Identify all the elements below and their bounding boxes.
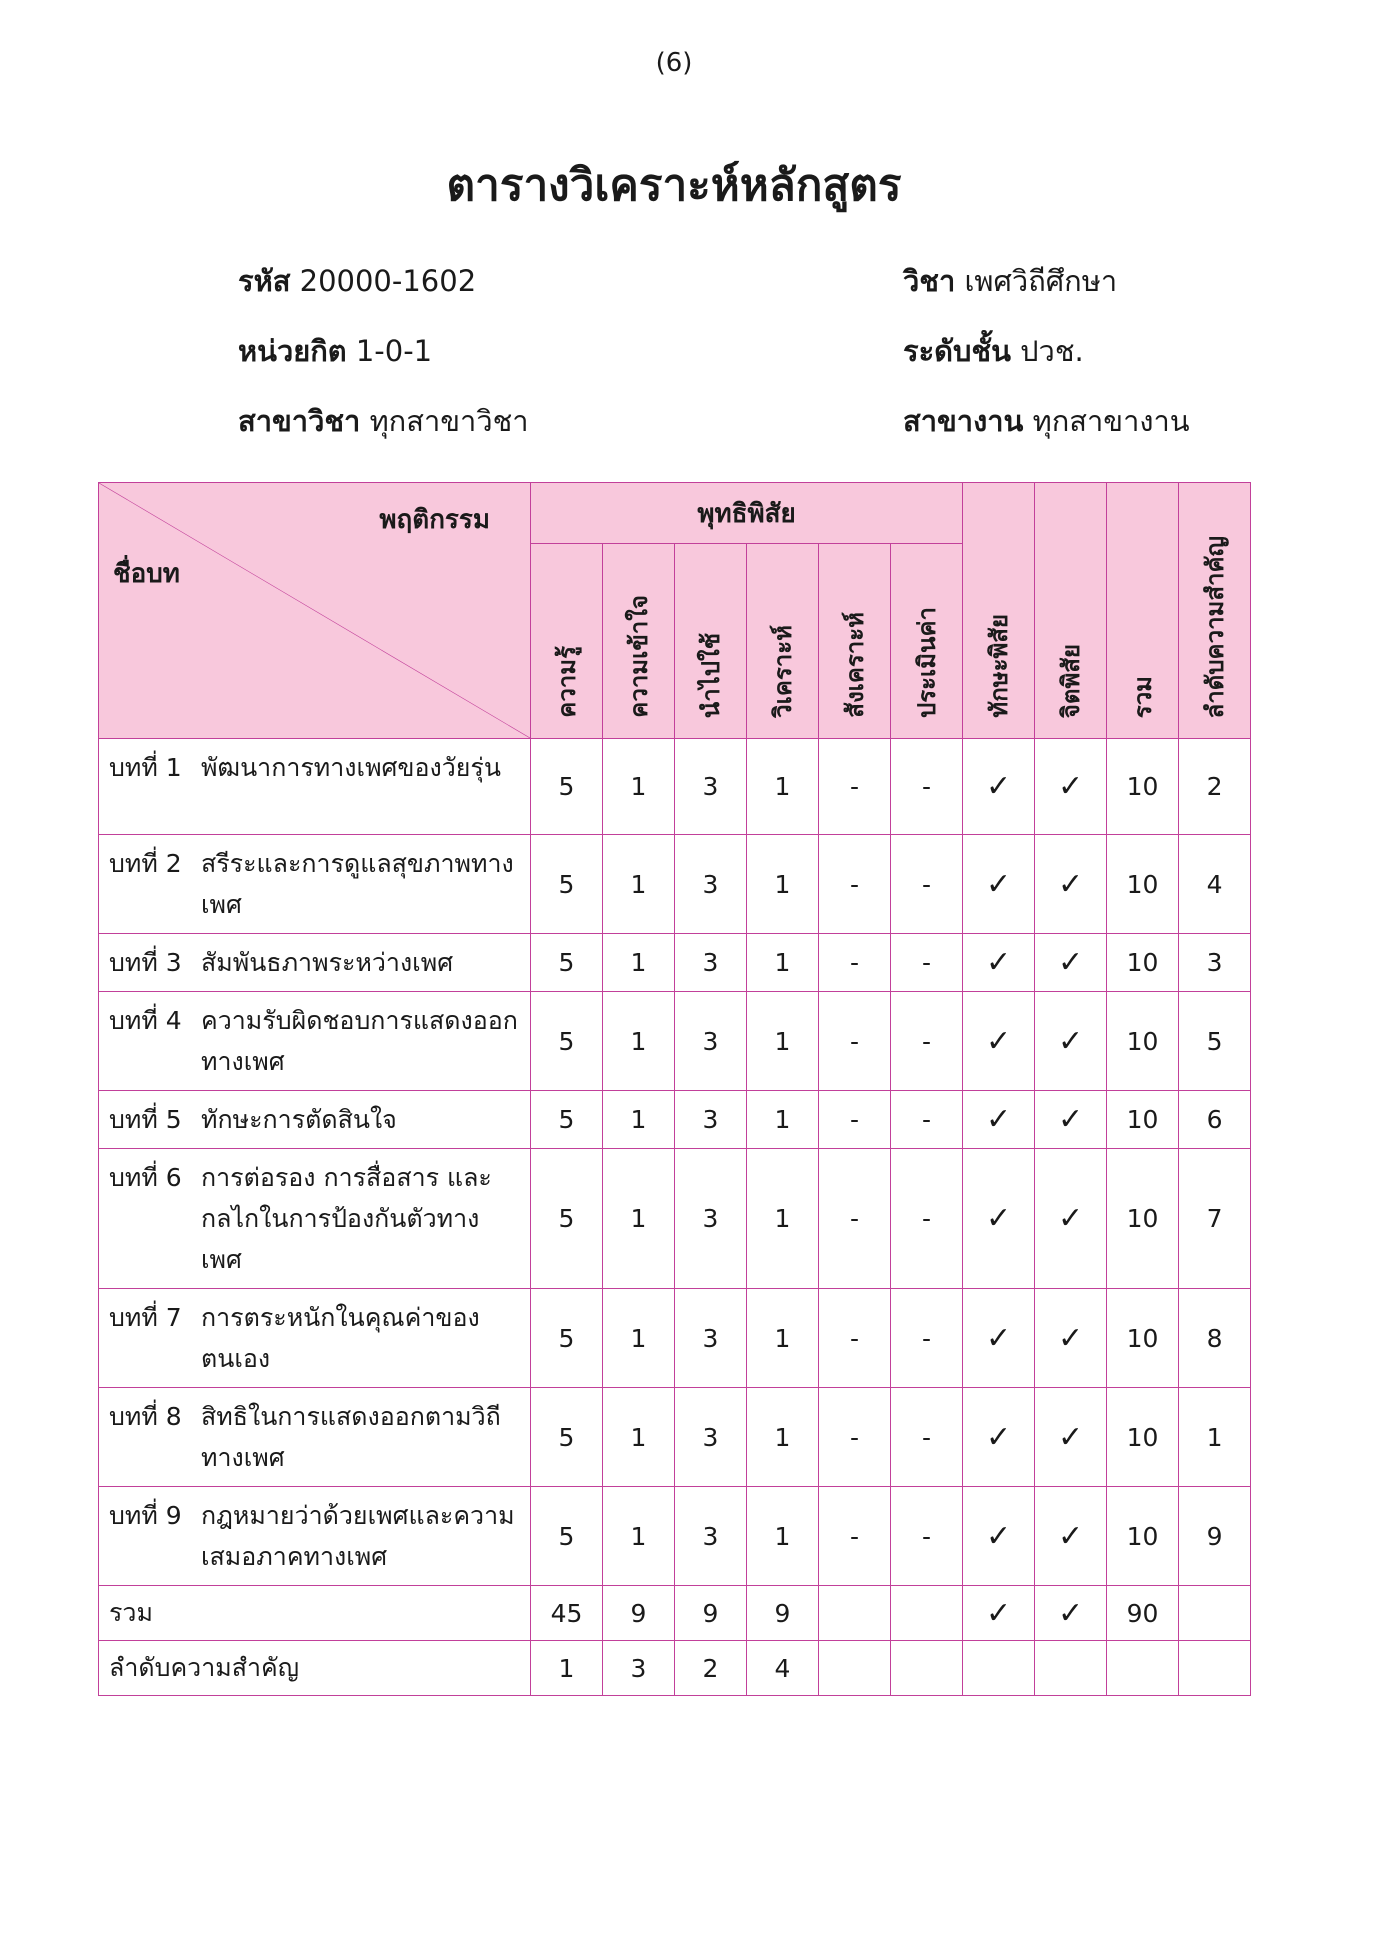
score-cell: 3 (675, 1388, 747, 1487)
sum-cell (891, 1586, 963, 1641)
chapter-title: กฎหมายว่าด้วยเพศและความเสมอภาคทางเพศ (201, 1501, 515, 1571)
chapter-name-cell (99, 1388, 531, 1487)
affective-check: ✓ (1035, 992, 1107, 1091)
course-code: รหัส 20000-1602 (238, 264, 477, 298)
score-cell: 1 (603, 1388, 675, 1487)
chapter-title: พัฒนาการทางเพศของวัยรุ่น (201, 753, 501, 782)
page-title: ตารางวิเคราะห์หลักสูตร (446, 160, 902, 211)
rank-cell: 3 (1179, 934, 1251, 992)
chapter-row (99, 1487, 1251, 1586)
rank-value-cell: 3 (603, 1641, 675, 1696)
sum-skill-check: ✓ (963, 1586, 1035, 1641)
affective-check: ✓ (1035, 835, 1107, 934)
rank-value-cell: 2 (675, 1641, 747, 1696)
rank-cell: 4 (1179, 835, 1251, 934)
chapter-title: ความรับผิดชอบการแสดงออกทางเพศ (201, 1006, 518, 1076)
chapter-title: สิทธิในการแสดงออกตามวิถีทางเพศ (201, 1402, 501, 1472)
score-cell: 1 (747, 934, 819, 992)
affective-check: ✓ (1035, 934, 1107, 992)
chapter-name-cell (99, 992, 531, 1091)
skill-check: ✓ (963, 1149, 1035, 1289)
cognitive-col-label: ประเมินค่า (913, 607, 941, 718)
total-cell: 10 (1107, 934, 1179, 992)
total-cell: 10 (1107, 739, 1179, 835)
total-cell: 10 (1107, 1091, 1179, 1149)
total-cell: 10 (1107, 1149, 1179, 1289)
score-cell: 3 (675, 992, 747, 1091)
chapter-title: ทักษะการตัดสินใจ (201, 1105, 397, 1134)
score-cell: - (891, 835, 963, 934)
rank-empty-cell (963, 1641, 1035, 1696)
score-cell: - (819, 934, 891, 992)
score-cell: 5 (531, 1388, 603, 1487)
chapter-name-cell (99, 934, 531, 992)
score-cell: - (891, 739, 963, 835)
score-cell: 5 (531, 1149, 603, 1289)
score-cell: 5 (531, 739, 603, 835)
skill-check: ✓ (963, 1091, 1035, 1149)
score-cell: 1 (603, 1487, 675, 1586)
skill-check: ✓ (963, 934, 1035, 992)
score-cell: - (819, 1149, 891, 1289)
chapter-row (99, 1289, 1251, 1388)
skill-check: ✓ (963, 1487, 1035, 1586)
score-cell: 5 (531, 1487, 603, 1586)
skill-check: ✓ (963, 1289, 1035, 1388)
rank-cell: 6 (1179, 1091, 1251, 1149)
score-cell: 1 (747, 992, 819, 1091)
score-cell: 1 (603, 1149, 675, 1289)
chapter-number: บทที่ 8 (109, 1402, 182, 1431)
score-cell: - (819, 739, 891, 835)
score-cell: 1 (603, 1289, 675, 1388)
skill-header: ทักษะพิสัย (963, 483, 1035, 739)
score-cell: - (891, 934, 963, 992)
score-cell: 3 (675, 934, 747, 992)
chapter-name-cell (99, 835, 531, 934)
skill-check: ✓ (963, 1388, 1035, 1487)
sum-cell: 9 (675, 1586, 747, 1641)
course-level: ระดับชั้น ปวช. (903, 334, 1084, 368)
chapter-row (99, 1149, 1251, 1289)
sum-rank-empty (1179, 1586, 1251, 1641)
total-cell: 10 (1107, 835, 1179, 934)
score-cell: 5 (531, 835, 603, 934)
sum-affective-check: ✓ (1035, 1586, 1107, 1641)
chapter-title: สัมพันธภาพระหว่างเพศ (201, 948, 454, 977)
score-cell: 1 (747, 835, 819, 934)
score-cell: 3 (675, 1487, 747, 1586)
score-cell: - (819, 835, 891, 934)
affective-check: ✓ (1035, 739, 1107, 835)
rank-cell: 9 (1179, 1487, 1251, 1586)
score-cell: 1 (603, 992, 675, 1091)
skill-check: ✓ (963, 835, 1035, 934)
chapter-header: ชื่อบท (113, 559, 180, 589)
page-number: (6) (655, 48, 693, 78)
score-cell: 3 (675, 1091, 747, 1149)
score-cell: - (819, 992, 891, 1091)
affective-check: ✓ (1035, 1149, 1107, 1289)
total-cell: 10 (1107, 992, 1179, 1091)
rank-row (99, 1641, 1251, 1696)
cognitive-col-label: ความเข้าใจ (625, 595, 653, 718)
score-cell: 1 (603, 739, 675, 835)
score-cell: 1 (747, 1289, 819, 1388)
affective-check: ✓ (1035, 1388, 1107, 1487)
course-credit: หน่วยกิต 1-0-1 (238, 334, 433, 368)
course-subject: วิชา เพศวิถีศึกษา (903, 264, 1118, 298)
rank-empty-cell (1035, 1641, 1107, 1696)
rank-value-cell: 4 (747, 1641, 819, 1696)
score-cell: 5 (531, 992, 603, 1091)
cognitive-col-label: วิเคราะห์ (769, 625, 797, 718)
rank-value-cell: 1 (531, 1641, 603, 1696)
chapter-name-cell (99, 1091, 531, 1149)
rank-cell: 5 (1179, 992, 1251, 1091)
score-cell: - (891, 992, 963, 1091)
score-cell: - (891, 1388, 963, 1487)
cognitive-col-header (891, 544, 963, 739)
cognitive-col-header (531, 544, 603, 739)
chapter-number: บทที่ 5 (109, 1105, 182, 1134)
rank-label: ลำดับความสำคัญ (99, 1641, 531, 1696)
affective-check: ✓ (1035, 1487, 1107, 1586)
chapter-title: สรีระและการดูแลสุขภาพทางเพศ (201, 849, 514, 919)
rank-empty-cell (1179, 1641, 1251, 1696)
affective-check: ✓ (1035, 1289, 1107, 1388)
score-cell: 3 (675, 835, 747, 934)
affective-check: ✓ (1035, 1091, 1107, 1149)
chapter-row (99, 835, 1251, 934)
sum-cell: 9 (603, 1586, 675, 1641)
score-cell: - (819, 1289, 891, 1388)
sum-label: รวม (99, 1586, 531, 1641)
chapter-number: บทที่ 6 (109, 1163, 182, 1192)
total-cell: 10 (1107, 1289, 1179, 1388)
score-cell: 1 (603, 835, 675, 934)
chapter-number: บทที่ 9 (109, 1501, 182, 1530)
score-cell: - (819, 1487, 891, 1586)
score-cell: 1 (603, 934, 675, 992)
score-cell: 1 (603, 1091, 675, 1149)
skill-check: ✓ (963, 739, 1035, 835)
cognitive-col-header (675, 544, 747, 739)
total-cell: 10 (1107, 1388, 1179, 1487)
rank-empty-cell (1107, 1641, 1179, 1696)
chapter-name-cell (99, 1149, 531, 1289)
chapter-number: บทที่ 1 (109, 753, 182, 782)
chapter-number: บทที่ 2 (109, 849, 182, 878)
chapter-number: บทที่ 3 (109, 948, 182, 977)
rank-cell: 1 (1179, 1388, 1251, 1487)
cognitive-col-header (603, 544, 675, 739)
cognitive-col-label: ความรู้ (553, 646, 581, 718)
score-cell: 1 (747, 1091, 819, 1149)
sum-cell: 45 (531, 1586, 603, 1641)
score-cell: 5 (531, 1091, 603, 1149)
chapter-row (99, 1091, 1251, 1149)
score-cell: - (819, 1091, 891, 1149)
chapter-title: การต่อรอง การสื่อสาร และกลไกในการป้องกันตัวทางเพศ (201, 1163, 492, 1274)
affective-header: จิตพิสัย (1035, 483, 1107, 739)
rank-cell: 2 (1179, 739, 1251, 835)
score-cell: 1 (747, 1388, 819, 1487)
chapter-name-cell (99, 1487, 531, 1586)
rank-header: ลำดับความสำคัญ (1179, 483, 1251, 739)
rank-cell: 8 (1179, 1289, 1251, 1388)
corner-header (99, 483, 531, 739)
rank-value-cell (819, 1641, 891, 1696)
course-field: สาขาวิชา ทุกสาขาวิชา (238, 404, 529, 438)
score-cell: - (891, 1487, 963, 1586)
total-cell: 10 (1107, 1487, 1179, 1586)
sum-cell (819, 1586, 891, 1641)
score-cell: 3 (675, 1289, 747, 1388)
score-cell: - (891, 1149, 963, 1289)
score-cell: 3 (675, 1149, 747, 1289)
cognitive-col-label: นำไปใช้ (697, 632, 725, 718)
score-cell: 1 (747, 1149, 819, 1289)
chapter-number: บทที่ 4 (109, 1006, 182, 1035)
sum-row (99, 1586, 1251, 1641)
sum-cell: 9 (747, 1586, 819, 1641)
chapter-name-cell (99, 1289, 531, 1388)
chapter-row (99, 992, 1251, 1091)
cognitive-col-header (819, 544, 891, 739)
sum-total: 90 (1107, 1586, 1179, 1641)
total-header: รวม (1107, 483, 1179, 739)
score-cell: - (891, 1289, 963, 1388)
chapter-number: บทที่ 7 (109, 1303, 182, 1332)
chapter-row (99, 934, 1251, 992)
score-cell: - (891, 1091, 963, 1149)
skill-check: ✓ (963, 992, 1035, 1091)
score-cell: 1 (747, 1487, 819, 1586)
cognitive-col-header (747, 544, 819, 739)
score-cell: 3 (675, 739, 747, 835)
score-cell: 1 (747, 739, 819, 835)
cognitive-col-label: สังเคราะห์ (841, 612, 869, 718)
chapter-title: การตระหนักในคุณค่าของตนเอง (201, 1303, 480, 1373)
rank-cell: 7 (1179, 1149, 1251, 1289)
score-cell: - (819, 1388, 891, 1487)
chapter-row (99, 739, 1251, 835)
cognitive-group-header: พุทธิพิสัย (531, 483, 963, 544)
chapter-row (99, 1388, 1251, 1487)
rank-value-cell (891, 1641, 963, 1696)
behavior-header: พฤติกรรม (379, 505, 490, 535)
course-work: สาขางาน ทุกสาขางาน (903, 404, 1190, 438)
chapter-name-cell (99, 739, 531, 835)
score-cell: 5 (531, 1289, 603, 1388)
score-cell: 5 (531, 934, 603, 992)
curriculum-analysis-table (98, 482, 1251, 1696)
